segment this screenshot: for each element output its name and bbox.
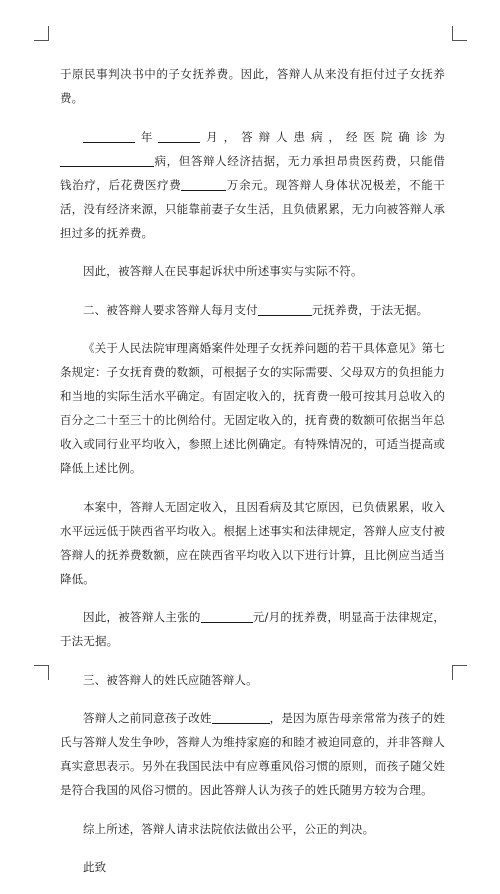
text: 因此，被答辩人主张的 [83,610,201,624]
closing-salutation [60,855,445,879]
text: 本案中，答辩人无固定收入，且因看病及其它原因，已负债累累，收入水平远远低于陕西省平均收入。根据上述事实和法律规定，答辩人应支付被答辩人的抚养费数额，应在陕西省平均收入以下进行计算，且比例应当适当降低。 [60,499,445,586]
text: 三、被答辩人的姓氏应随答辩人。 [83,672,258,687]
text: 元抚养费，于法无据。 [311,302,429,317]
paragraph-claim-rejection [60,605,445,653]
paragraph-facts-conclusion [60,259,445,283]
blank-medical-cost [181,176,226,191]
blank-disease [60,152,154,167]
blank-year [83,128,135,143]
crop-mark-top-right [452,26,467,41]
text: 于原民事判决书中的子女抚养费。因此，答辩人从来没有拒付过子女抚养费。 [60,67,445,105]
heading-section-three [60,668,445,692]
paragraph-conclusion [60,817,445,841]
text: 元/月的抚养费，明显高于法律规定，于法无据。 [60,610,445,648]
paragraph-case-analysis [60,495,445,591]
text: 答辩人之前同意孩子改姓 [83,711,212,725]
blank-monthly-amount [258,301,312,316]
text: ，是因为原告母亲常常为孩子的姓氏与答辩人发生争吵，答辩人为维持家庭的和睦才被迫同意的，并非答辩人真实意思表示。另外在我国民法中有应尊重风俗习惯的原则，而孩子随父姓是符合我国的风俗习惯的。因此答辩人认为孩子的姓氏随男方较为合理。 [60,711,446,797]
text: 因此，被答辩人在民事起诉状中所述事实与实际不符。 [83,264,363,278]
heading-section-two [60,298,445,322]
text: 病，但答辩人经济拮据，无力承担昂贵医药费，只能借钱治疗，后花费医疗费 [60,153,445,192]
text: 《关于人民法院审理离婚案件处理子女抚养问题的若干具体意见》第七条规定：子女抚育费的数额，可根据子女的实际需要、父母双方的负担能力和当地的实际生活水平确定。有固定收入的，抚育费一般可按其月总收入的百分之二十至三十的比例给付。无固定收入的，抚育费的数额可依据当年总收入或同行业平均收入，参照上述比例确定。有特殊情况的，可适当提高或降低上述比例。 [60,341,445,475]
blank-month [158,128,200,143]
blank-claimed-amount [201,608,253,623]
text: 二、被答辩人要求答辩人每月支付 [83,302,258,317]
paragraph-illness [60,125,445,245]
blank-surname [212,709,270,724]
crop-mark-bottom-left [34,665,49,680]
text: 综上所述，答辩人请求法院依法做出公平，公正的判决。 [83,821,375,836]
text: 万余元。现答辩人身体状况极差，不能干活，没有经济来源，只能靠前妻子女生活，且负债累累，无力向被答辩人承担过多的抚养费。 [60,177,446,240]
paragraph-legal-provision [60,336,445,480]
paragraph-support-history [60,62,445,110]
crop-mark-bottom-right [452,665,467,680]
paragraph-surname [60,706,445,802]
text: 月，答辩人患病，经医院确诊为 [200,129,445,144]
text: 此致 [83,860,107,874]
crop-mark-top-left [34,26,49,41]
text: 年 [135,129,159,144]
document-page [60,62,445,894]
